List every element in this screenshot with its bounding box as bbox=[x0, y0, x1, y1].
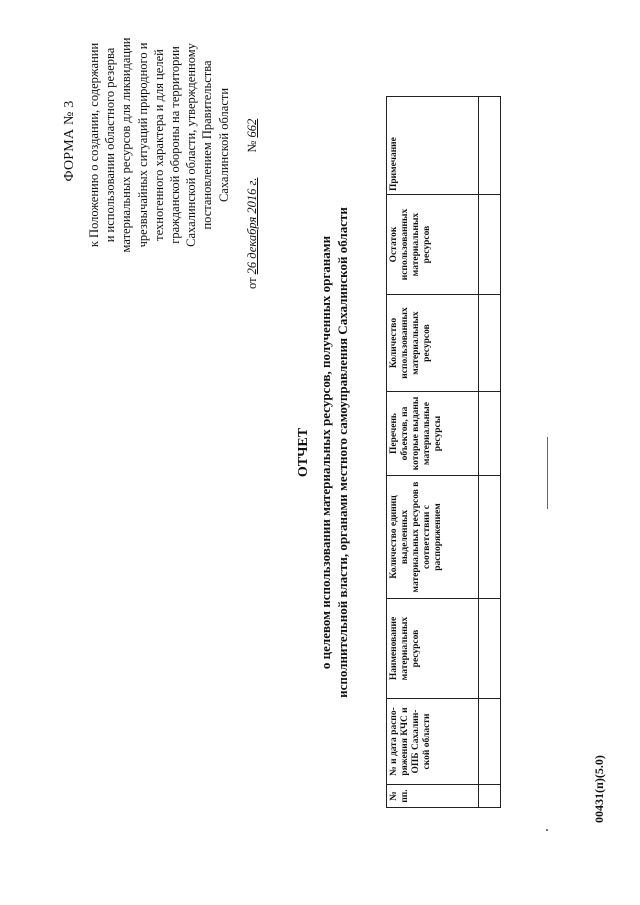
table-cell bbox=[479, 476, 501, 599]
column-header-allocated-qty: Количество единиц выделенных материальных ресурсов в соответствии с распоряжением bbox=[387, 476, 479, 599]
table-cell bbox=[479, 195, 501, 295]
column-header-used-qty: Количество использованных материальных ресурсов bbox=[387, 295, 479, 392]
column-header-objects: Перечень объектов, на которые выданы материальные ресурсы bbox=[387, 392, 479, 476]
subtitle-line: о целевом использовании материальных ресурсов, полученных органами bbox=[318, 235, 333, 670]
table-header-row bbox=[387, 97, 479, 808]
column-header-number: № пп. bbox=[387, 785, 479, 808]
report-subtitle bbox=[318, 0, 351, 905]
document-code: 00431(п)(5.0) bbox=[592, 755, 606, 823]
approval-date: 26 декабря 2016 г. bbox=[245, 177, 259, 275]
table-cell bbox=[479, 295, 501, 392]
approval-prefix: от bbox=[245, 277, 259, 289]
preamble-line: Сахалинской области bbox=[216, 87, 231, 203]
column-header-note: Примечание bbox=[387, 97, 479, 195]
table-cell bbox=[479, 392, 501, 476]
table-cell bbox=[479, 699, 501, 785]
scan-speck bbox=[546, 829, 548, 831]
preamble-line: техногенного характера и для целей bbox=[151, 49, 166, 241]
approval-number-prefix: № bbox=[245, 140, 259, 153]
table-cell bbox=[479, 785, 501, 808]
preamble-line: материальных ресурсов для ликвидации bbox=[119, 37, 134, 253]
preamble-line: и использовании областного резерва bbox=[103, 47, 118, 243]
column-header-resource-name: Наименование материальных ресурсов bbox=[387, 599, 479, 699]
column-header-remaining: Остаток использованных материальных ресурсов bbox=[387, 195, 479, 295]
footer-rule bbox=[547, 437, 548, 509]
preamble-line: постановлением Правительства bbox=[200, 60, 215, 230]
preamble-line: гражданской обороны на территории bbox=[168, 46, 183, 244]
report-title: ОТЧЕТ bbox=[296, 427, 311, 478]
approval-line bbox=[245, 0, 260, 289]
report-table bbox=[386, 96, 501, 808]
preamble-line: к Положению о создании, содержании bbox=[87, 42, 101, 248]
subtitle-line: исполнительной власти, органами местного самоуправления Сахалинской области bbox=[334, 207, 350, 698]
preamble-line: чрезвычайных ситуаций природного и bbox=[135, 42, 150, 248]
form-number: ФОРМА № 3 bbox=[62, 100, 77, 182]
approval-number: 662 bbox=[245, 118, 259, 138]
preamble-line: Сахалинской области, утвержденному bbox=[184, 43, 199, 247]
table-cell bbox=[479, 97, 501, 195]
table-cell bbox=[479, 599, 501, 699]
column-header-order: № и дата распо-ряжения КЧС и ОПБ Сахалин-ской области bbox=[387, 699, 479, 785]
form-preamble bbox=[86, 5, 232, 285]
table-row bbox=[479, 97, 501, 808]
